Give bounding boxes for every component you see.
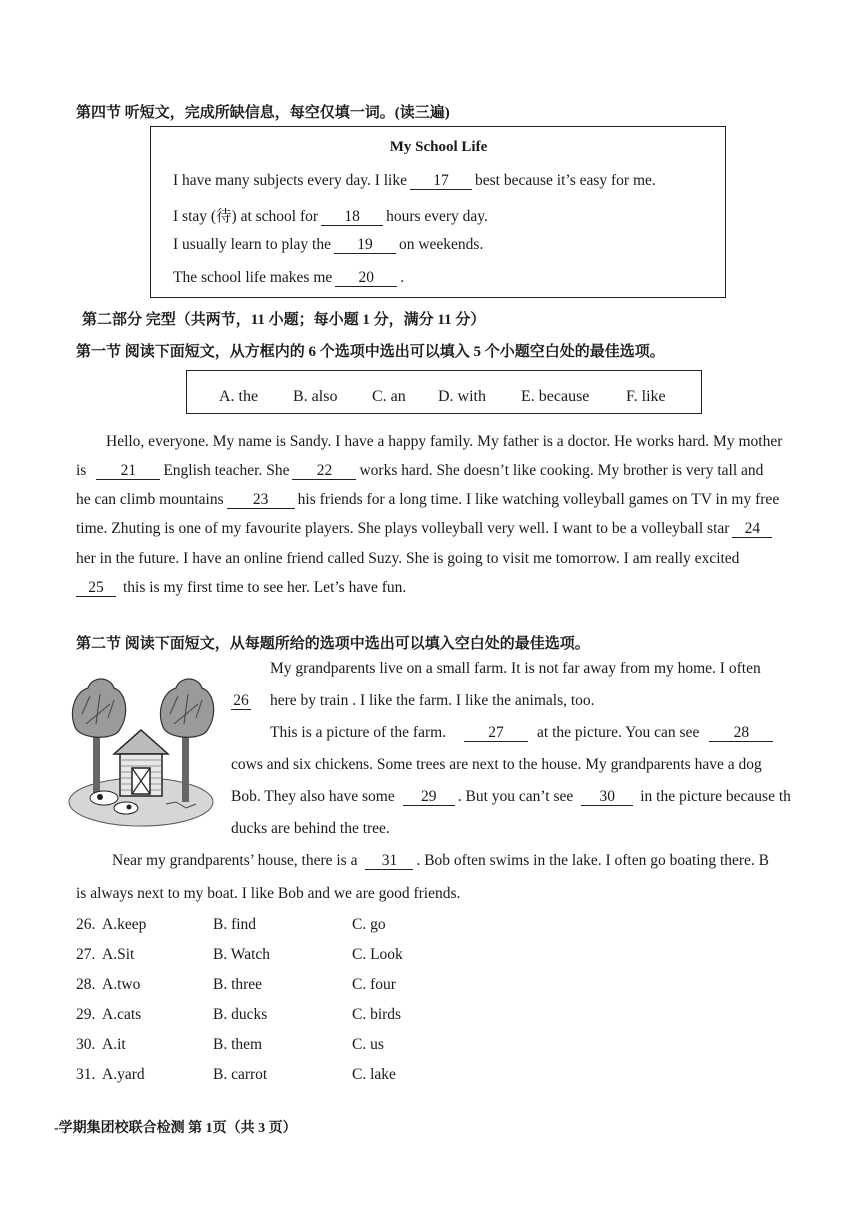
option-e: E. because xyxy=(521,388,590,405)
option-d: D. with xyxy=(438,388,486,405)
choice-number: 28. xyxy=(76,976,96,993)
choice-option-a[interactable]: A.keep xyxy=(102,916,147,933)
option-b: B. also xyxy=(293,388,338,405)
sec1-heading: 第一节 阅读下面短文，从方框内的 6 个选项中选出可以填入 5 个小题空白处的最佳选项。 xyxy=(76,344,665,360)
choice-number: 29. xyxy=(76,1006,96,1023)
choice-number: 31. xyxy=(76,1066,96,1083)
choice-option-b[interactable]: B. carrot xyxy=(213,1066,268,1083)
choice-option-a[interactable]: A.it xyxy=(102,1036,126,1053)
choice-number: 26. xyxy=(76,916,96,933)
part2-heading: 第二部分 完型（共两节，11 小题；每小题 1 分，满分 11 分） xyxy=(82,312,486,328)
farm-picture xyxy=(66,674,216,834)
passage1-line-1: Hello, everyone. My name is Sandy. I have a happy family. My father is a doctor. He works hard. My mother xyxy=(106,433,783,450)
blank-17[interactable]: 17 xyxy=(410,173,472,190)
option-a: A. the xyxy=(219,388,259,405)
box-line-2: I stay (待) at school for 18 hours every day. xyxy=(173,208,488,225)
section4-heading: 第四节 听短文，完成所缺信息，每空仅填一词。(读三遍) xyxy=(76,105,450,121)
box-line-4: The school life makes me 20 . xyxy=(173,269,405,286)
choice-option-b[interactable]: B. them xyxy=(213,1036,263,1053)
blank-18[interactable]: 18 xyxy=(321,209,383,226)
blank-31[interactable]: 31 xyxy=(365,853,413,870)
page-footer: -学期集团校联合检测 第 1页（共 3 页） xyxy=(54,1121,297,1136)
passage2-line-3: This is a picture of the farm. 27 at the picture. You can see 28 xyxy=(270,724,776,742)
box-title: My School Life xyxy=(389,139,488,155)
blank-24[interactable]: 24 xyxy=(732,521,772,538)
passage1-line-2: is 21 English teacher. She 22 works hard. She doesn’t like cooking. My brother is very tall and xyxy=(76,462,764,479)
passage2-line-4: cows and six chickens. Some trees are next to the house. My grandparents have a dog xyxy=(231,756,762,773)
blank-23[interactable]: 23 xyxy=(227,492,295,509)
choice-option-c[interactable]: C. go xyxy=(352,916,386,933)
passage1-line-6: 25 this is my first time to see her. Let’s have fun. xyxy=(76,579,406,597)
choice-option-a[interactable]: A.Sit xyxy=(102,946,135,963)
blank-25[interactable]: 25 xyxy=(76,580,116,597)
passage2-line-1: My grandparents live on a small farm. It is not far away from my home. I often xyxy=(270,660,761,677)
blank-20[interactable]: 20 xyxy=(335,270,397,287)
choice-option-c[interactable]: C. lake xyxy=(352,1066,396,1083)
choice-option-c[interactable]: C. birds xyxy=(352,1006,402,1023)
blank-19[interactable]: 19 xyxy=(334,237,396,254)
choice-option-b[interactable]: B. Watch xyxy=(213,946,271,963)
blank-27[interactable]: 27 xyxy=(464,725,528,742)
blank-26[interactable]: 26 xyxy=(231,693,251,710)
blank-28[interactable]: 28 xyxy=(709,725,773,742)
blank-30[interactable]: 30 xyxy=(581,789,633,806)
blank-22[interactable]: 22 xyxy=(292,463,356,480)
box-line-1: I have many subjects every day. I like 17 best because it’s easy for me. xyxy=(173,172,656,189)
passage2-line-5: Bob. They also have some 29 . But you can’t see 30 in the picture because th xyxy=(231,788,791,805)
box-line-3: I usually learn to play the 19 on weekends. xyxy=(173,236,484,253)
choice-option-a[interactable]: A.cats xyxy=(102,1006,142,1023)
choice-number: 30. xyxy=(76,1036,96,1053)
choice-option-c[interactable]: C. us xyxy=(352,1036,384,1053)
choice-option-b[interactable]: B. find xyxy=(213,916,257,933)
blank-21[interactable]: 21 xyxy=(96,463,160,480)
passage1-line-5: her in the future. I have an online friend called Suzy. She is going to visit me tomorrow. I am really excited xyxy=(76,550,740,567)
option-f: F. like xyxy=(626,388,666,405)
passage1-line-3: he can climb mountains 23 his friends for a long time. I like watching volleyball games on TV in my free xyxy=(76,491,780,508)
choice-option-c[interactable]: C. Look xyxy=(352,946,403,963)
choice-option-a[interactable]: A.yard xyxy=(102,1066,145,1083)
option-c: C. an xyxy=(372,388,406,405)
choice-option-c[interactable]: C. four xyxy=(352,976,396,993)
sec2-heading: 第二节 阅读下面短文，从每题所给的选项中选出可以填入空白处的最佳选项。 xyxy=(76,636,590,652)
choice-option-b[interactable]: B. three xyxy=(213,976,263,993)
choice-option-a[interactable]: A.two xyxy=(102,976,141,993)
passage2-line-6: ducks are behind the tree. xyxy=(231,820,390,837)
passage2-line-2: 26 here by train . I like the farm. I like the animals, too. xyxy=(231,692,595,710)
choice-option-b[interactable]: B. ducks xyxy=(213,1006,268,1023)
blank-29[interactable]: 29 xyxy=(403,789,455,806)
choice-number: 27. xyxy=(76,946,96,963)
passage2-line-8: is always next to my boat. I like Bob and we are good friends. xyxy=(76,885,461,902)
passage1-line-4: time. Zhuting is one of my favourite players. She plays volleyball very well. I want to be a volleyball star 24 xyxy=(76,520,775,538)
passage2-line-7: Near my grandparents’ house, there is a 31 . Bob often swims in the lake. I often go boating there. B xyxy=(112,852,770,869)
